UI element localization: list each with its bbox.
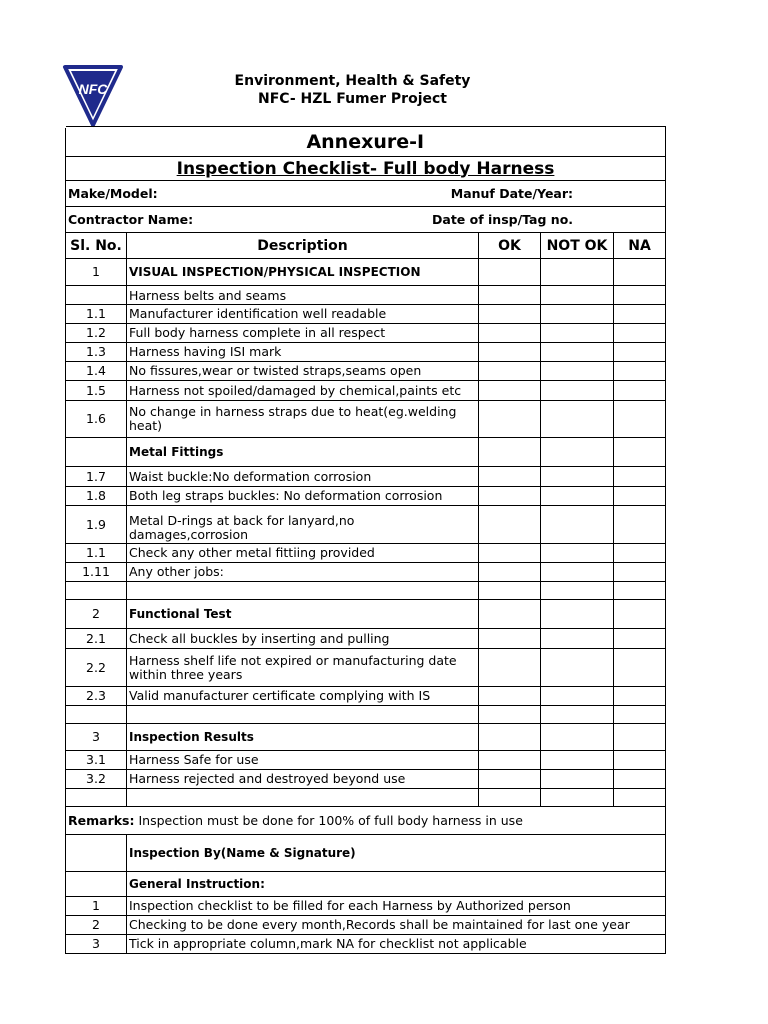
ok-cell[interactable]: [479, 563, 541, 582]
ok-cell[interactable]: [479, 582, 541, 600]
ok-cell[interactable]: [479, 724, 541, 751]
table-row: [66, 506, 666, 544]
left-border-line: [65, 128, 66, 156]
table-row: [66, 687, 666, 706]
not-ok-cell[interactable]: [541, 487, 614, 506]
ok-cell[interactable]: [479, 438, 541, 467]
annexure-title: Annexure-I: [66, 127, 666, 157]
ok-cell[interactable]: [479, 600, 541, 629]
na-cell[interactable]: [614, 259, 666, 286]
general-sl: [66, 872, 127, 897]
na-cell[interactable]: [614, 770, 666, 789]
row-sl: [66, 582, 127, 600]
instruction-sl: 1: [66, 897, 127, 916]
ok-cell[interactable]: [479, 381, 541, 401]
row-sl: 1.9: [66, 506, 127, 544]
na-cell[interactable]: [614, 582, 666, 600]
form-title: Inspection Checklist- Full body Harness: [66, 157, 666, 181]
table-row: [66, 789, 666, 807]
na-cell[interactable]: [614, 649, 666, 687]
row-desc: Harness belts and seams: [127, 286, 479, 305]
remarks-row: [66, 807, 666, 835]
not-ok-cell[interactable]: [541, 582, 614, 600]
ok-cell[interactable]: [479, 305, 541, 324]
row-desc: Full body harness complete in all respect: [127, 324, 479, 343]
na-cell[interactable]: [614, 362, 666, 381]
row-desc: VISUAL INSPECTION/PHYSICAL INSPECTION: [127, 259, 479, 286]
table-row: [66, 305, 666, 324]
na-cell[interactable]: [614, 687, 666, 706]
not-ok-cell[interactable]: [541, 381, 614, 401]
row-sl: 2: [66, 600, 127, 629]
row-desc: Check any other metal fittiing provided: [127, 544, 479, 563]
col-sl-no: Sl. No.: [66, 233, 127, 259]
row-desc: Harness not spoiled/damaged by chemical,paints etc: [127, 381, 479, 401]
instruction-text: Inspection checklist to be filled for each Harness by Authorized person: [127, 897, 666, 916]
instruction-text: Checking to be done every month,Records shall be maintained for last one year: [127, 916, 666, 935]
form-title-row: [66, 157, 666, 181]
col-ok: OK: [479, 233, 541, 259]
make-manuf-cell[interactable]: [66, 181, 666, 207]
ok-cell[interactable]: [479, 362, 541, 381]
row-sl: 1.4: [66, 362, 127, 381]
inspection-by-label[interactable]: Inspection By(Name & Signature): [127, 835, 666, 872]
row-desc: Metal D-rings at back for lanyard,no damages,corrosion: [127, 506, 479, 544]
ok-cell[interactable]: [479, 789, 541, 807]
na-cell[interactable]: [614, 286, 666, 305]
row-desc: [127, 706, 479, 724]
row-sl: 1.1: [66, 544, 127, 563]
row-desc: Inspection Results: [127, 724, 479, 751]
ok-cell[interactable]: [479, 751, 541, 770]
ok-cell[interactable]: [479, 286, 541, 305]
contractor-name-label: Contractor Name:: [68, 211, 194, 227]
not-ok-cell[interactable]: [541, 751, 614, 770]
instruction-text: Tick in appropriate column,mark NA for checklist not applicable: [127, 935, 666, 954]
ok-cell[interactable]: [479, 343, 541, 362]
not-ok-cell[interactable]: [541, 706, 614, 724]
make-row: [66, 181, 666, 207]
row-sl: 1.7: [66, 467, 127, 487]
instruction-row: [66, 935, 666, 954]
remarks-cell[interactable]: [66, 807, 666, 835]
ok-cell[interactable]: [479, 649, 541, 687]
not-ok-cell[interactable]: [541, 544, 614, 563]
table-row: [66, 563, 666, 582]
table-row: [66, 706, 666, 724]
ok-cell[interactable]: [479, 770, 541, 789]
not-ok-cell[interactable]: [541, 770, 614, 789]
row-sl: 3.1: [66, 751, 127, 770]
row-sl: 2.1: [66, 629, 127, 649]
checklist-table: [65, 126, 666, 954]
make-model-label: Make/Model:: [68, 185, 158, 201]
table-row: [66, 487, 666, 506]
na-cell[interactable]: [614, 600, 666, 629]
na-cell[interactable]: [614, 563, 666, 582]
not-ok-cell[interactable]: [541, 687, 614, 706]
row-desc: Harness having ISI mark: [127, 343, 479, 362]
row-desc: Harness Safe for use: [127, 751, 479, 770]
table-row: [66, 724, 666, 751]
table-row: [66, 467, 666, 487]
row-sl: 3.2: [66, 770, 127, 789]
ok-cell[interactable]: [479, 706, 541, 724]
not-ok-cell[interactable]: [541, 600, 614, 629]
not-ok-cell[interactable]: [541, 401, 614, 438]
table-row: [66, 544, 666, 563]
table-row: [66, 629, 666, 649]
row-sl: 1.3: [66, 343, 127, 362]
ok-cell[interactable]: [479, 506, 541, 544]
col-not-ok: NOT OK: [541, 233, 614, 259]
table-row: [66, 286, 666, 305]
row-desc: No change in harness straps due to heat(eg.welding heat): [127, 401, 479, 438]
instruction-row: [66, 897, 666, 916]
na-cell[interactable]: [614, 789, 666, 807]
row-desc: Check all buckles by inserting and pulling: [127, 629, 479, 649]
table-row: [66, 649, 666, 687]
row-sl: 2.3: [66, 687, 127, 706]
row-sl: 1.6: [66, 401, 127, 438]
not-ok-cell[interactable]: [541, 305, 614, 324]
col-na: NA: [614, 233, 666, 259]
general-instruction-row: [66, 872, 666, 897]
header-line-1: Environment, Health & Safety: [234, 73, 471, 89]
na-cell[interactable]: [614, 751, 666, 770]
na-cell[interactable]: [614, 343, 666, 362]
row-sl: 2.2: [66, 649, 127, 687]
row-desc: Harness rejected and destroyed beyond use: [127, 770, 479, 789]
not-ok-cell[interactable]: [541, 324, 614, 343]
instruction-sl: 3: [66, 935, 127, 954]
row-sl: 3: [66, 724, 127, 751]
ok-cell[interactable]: [479, 487, 541, 506]
table-row: [66, 259, 666, 286]
table-row: [66, 381, 666, 401]
remarks-text: Inspection must be done for 100% of full body harness in use: [138, 812, 523, 828]
not-ok-cell[interactable]: [541, 259, 614, 286]
ok-cell[interactable]: [479, 629, 541, 649]
table-row: [66, 751, 666, 770]
row-desc: Manufacturer identification well readable: [127, 305, 479, 324]
col-description: Description: [127, 233, 479, 259]
row-desc: Harness shelf life not expired or manufacturing date within three years: [127, 649, 479, 687]
na-cell[interactable]: [614, 324, 666, 343]
row-desc: [127, 789, 479, 807]
row-sl: 1.1: [66, 305, 127, 324]
row-sl: 1.5: [66, 381, 127, 401]
general-instruction-heading: General Instruction:: [127, 872, 666, 897]
header-line-2: NFC- HZL Fumer Project: [258, 91, 447, 107]
na-cell[interactable]: [614, 467, 666, 487]
na-cell[interactable]: [614, 544, 666, 563]
remarks-label: Remarks:: [68, 812, 135, 828]
ok-cell[interactable]: [479, 687, 541, 706]
ok-cell[interactable]: [479, 324, 541, 343]
table-row: [66, 401, 666, 438]
table-row: [66, 324, 666, 343]
manuf-date-label: Manuf Date/Year:: [450, 185, 574, 201]
not-ok-cell[interactable]: [541, 649, 614, 687]
row-desc: Metal Fittings: [127, 438, 479, 467]
row-sl: [66, 706, 127, 724]
not-ok-cell[interactable]: [541, 362, 614, 381]
row-sl: 1.11: [66, 563, 127, 582]
not-ok-cell[interactable]: [541, 506, 614, 544]
not-ok-cell[interactable]: [541, 724, 614, 751]
table-row: [66, 438, 666, 467]
contractor-row: [66, 207, 666, 233]
svg-text:NFC: NFC: [78, 81, 108, 97]
not-ok-cell[interactable]: [541, 467, 614, 487]
row-desc: Functional Test: [127, 600, 479, 629]
table-row: [66, 362, 666, 381]
nfc-logo: [62, 64, 124, 128]
inspection-by-row: [66, 835, 666, 872]
annexure-row: [66, 127, 666, 157]
row-sl: [66, 286, 127, 305]
table-row: [66, 343, 666, 362]
column-header-row: [66, 233, 666, 259]
not-ok-cell[interactable]: [541, 563, 614, 582]
ok-cell[interactable]: [479, 259, 541, 286]
na-cell[interactable]: [614, 305, 666, 324]
na-cell[interactable]: [614, 706, 666, 724]
row-sl: [66, 438, 127, 467]
na-cell[interactable]: [614, 629, 666, 649]
not-ok-cell[interactable]: [541, 789, 614, 807]
row-sl: 1.8: [66, 487, 127, 506]
not-ok-cell[interactable]: [541, 343, 614, 362]
ok-cell[interactable]: [479, 467, 541, 487]
table-row: [66, 770, 666, 789]
row-desc: [127, 582, 479, 600]
ok-cell[interactable]: [479, 544, 541, 563]
inspection-by-sl: [66, 835, 127, 872]
row-sl: 1: [66, 259, 127, 286]
row-sl: 1.2: [66, 324, 127, 343]
na-cell[interactable]: [614, 487, 666, 506]
table-row: [66, 600, 666, 629]
not-ok-cell[interactable]: [541, 286, 614, 305]
row-desc: Both leg straps buckles: No deformation corrosion: [127, 487, 479, 506]
na-cell[interactable]: [614, 506, 666, 544]
not-ok-cell[interactable]: [541, 438, 614, 467]
ok-cell[interactable]: [479, 401, 541, 438]
na-cell[interactable]: [614, 724, 666, 751]
row-desc: Any other jobs:: [127, 563, 479, 582]
row-desc: Valid manufacturer certificate complying with IS: [127, 687, 479, 706]
na-cell[interactable]: [614, 381, 666, 401]
contractor-date-cell[interactable]: [66, 207, 666, 233]
na-cell[interactable]: [614, 401, 666, 438]
table-row: [66, 582, 666, 600]
instruction-row: [66, 916, 666, 935]
date-of-insp-label: Date of insp/Tag no.: [432, 211, 574, 227]
not-ok-cell[interactable]: [541, 629, 614, 649]
row-desc: Waist buckle:No deformation corrosion: [127, 467, 479, 487]
instruction-sl: 2: [66, 916, 127, 935]
na-cell[interactable]: [614, 438, 666, 467]
row-sl: [66, 789, 127, 807]
row-desc: No fissures,wear or twisted straps,seams open: [127, 362, 479, 381]
